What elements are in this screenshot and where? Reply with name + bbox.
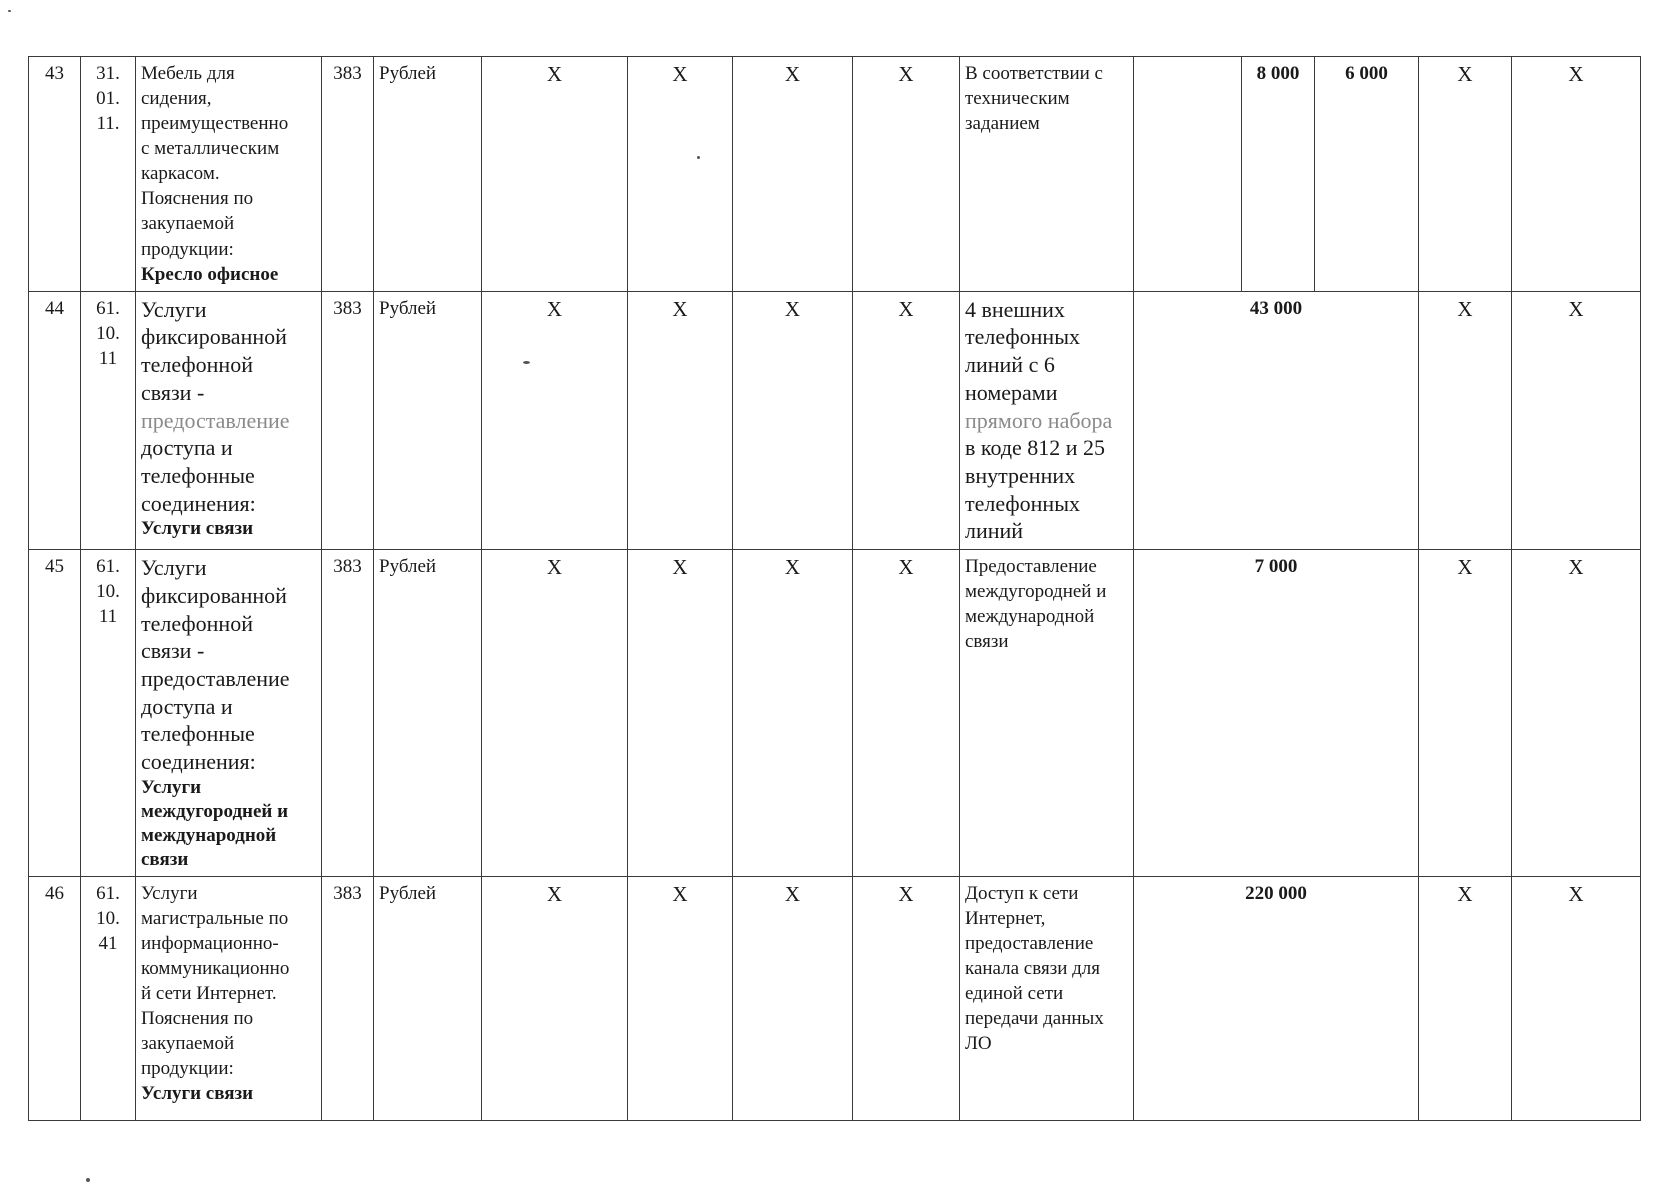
x-mark: X: [628, 550, 733, 877]
x-mark: X: [1512, 550, 1641, 877]
name-line: закупаемой: [141, 1033, 235, 1055]
spec-line: линий: [965, 518, 1024, 544]
okpd-code: [81, 57, 136, 292]
spec-line: в коде 812 и 25: [965, 435, 1106, 461]
specification: [960, 291, 1134, 549]
okei-code: 383: [322, 876, 374, 1120]
okpd-code-text: 61. 10. 11: [96, 297, 120, 369]
name-line: соединения:: [141, 490, 256, 516]
table-row: [29, 57, 1641, 292]
row-number: 43: [29, 57, 81, 292]
value-total: 43 000: [1134, 291, 1419, 549]
x-mark: X: [853, 57, 960, 292]
product-name: [136, 291, 322, 549]
spec-line: внутренних: [965, 463, 1076, 489]
name-line: коммуникационно: [141, 957, 290, 979]
product-name-bold: Кресло офисное: [141, 263, 279, 285]
x-mark: X: [482, 876, 628, 1120]
x-mark: X: [1419, 876, 1512, 1120]
unit: Рублей: [374, 291, 482, 549]
name-line: телефонной: [141, 610, 253, 636]
value-total: 7 000: [1134, 550, 1419, 877]
name-line: Услуги: [141, 882, 198, 904]
product-name-bold: Услуги связи: [141, 518, 254, 540]
okpd-code-text: 61. 10. 11: [96, 556, 120, 628]
specification: Доступ к сети Интернет, предоставление канала связи для единой сети передачи данных ЛО: [960, 876, 1134, 1120]
x-mark: X: [1512, 291, 1641, 549]
name-line: продукции:: [141, 238, 234, 260]
product-name-bold: Услуги связи: [141, 1083, 254, 1105]
x-mark: X: [733, 550, 853, 877]
empty-cell: [1134, 57, 1242, 292]
spec-line: телефонных: [965, 490, 1080, 516]
x-mark: X: [733, 876, 853, 1120]
x-mark: X: [853, 876, 960, 1120]
name-line: каркасом.: [141, 163, 220, 185]
okpd-code: [81, 291, 136, 549]
name-line: преимущественно: [141, 113, 289, 135]
name-line: с металлическим: [141, 138, 280, 160]
spec-line: 4 внешних: [965, 296, 1065, 322]
name-line: Услуги: [141, 555, 207, 581]
product-name-bold: Услуги междугородней и международной связи: [141, 776, 289, 870]
x-mark: X: [1419, 291, 1512, 549]
okpd-code-text: 31. 01. 11.: [96, 63, 120, 135]
scan-speck: [86, 1178, 90, 1182]
okpd-code-text: 61. 10. 41: [96, 882, 120, 954]
okpd-code: [81, 876, 136, 1120]
x-mark: X: [628, 57, 733, 292]
x-mark: X: [1419, 57, 1512, 292]
okei-code: 383: [322, 291, 374, 549]
x-mark: X: [628, 291, 733, 549]
spec-line: линий с 6: [965, 352, 1055, 378]
product-name: [136, 550, 322, 877]
x-mark: X: [482, 291, 628, 549]
value-b: 6 000: [1315, 57, 1419, 292]
spec-line: номерами: [965, 379, 1058, 405]
x-mark: X: [1419, 550, 1512, 877]
okei-code: 383: [322, 57, 374, 292]
procurement-table: [28, 56, 1641, 1121]
row-number: 46: [29, 876, 81, 1120]
specification: Предоставление междугородней и международной связи: [960, 550, 1134, 877]
name-line: связи -: [141, 638, 205, 664]
name-line-faded: предоставление: [141, 407, 290, 433]
x-mark: X: [628, 876, 733, 1120]
x-mark: X: [853, 291, 960, 549]
name-line: доступа и: [141, 435, 233, 461]
okei-code: 383: [322, 550, 374, 877]
value-total: 220 000: [1134, 876, 1419, 1120]
name-line: Пояснения по: [141, 1008, 254, 1030]
product-name: [136, 57, 322, 292]
okpd-code: [81, 550, 136, 877]
x-mark: X: [482, 57, 628, 292]
name-line: предоставление: [141, 666, 290, 692]
x-mark: X: [853, 550, 960, 877]
row-number: 44: [29, 291, 81, 549]
spec-line-faded: прямого набора: [965, 407, 1113, 433]
table-row: [29, 876, 1641, 1120]
name-line: й сети Интернет.: [141, 982, 277, 1004]
name-line: телефонные: [141, 721, 255, 747]
value-a: 8 000: [1242, 57, 1315, 292]
table-row: [29, 291, 1641, 549]
unit: Рублей: [374, 57, 482, 292]
name-line: Мебель для: [141, 63, 235, 84]
name-line: сидения,: [141, 88, 212, 110]
spec-line: телефонных: [965, 324, 1080, 350]
name-line: доступа и: [141, 693, 233, 719]
name-line: телефонные: [141, 463, 255, 489]
scan-speck: [697, 156, 700, 159]
table-row: [29, 550, 1641, 877]
x-mark: X: [482, 550, 628, 877]
name-line: связи -: [141, 379, 205, 405]
unit: Рублей: [374, 550, 482, 877]
unit: Рублей: [374, 876, 482, 1120]
name-line: фиксированной: [141, 582, 287, 608]
name-line: магистральные по: [141, 907, 289, 929]
name-line: телефонной: [141, 352, 253, 378]
x-mark: X: [1512, 876, 1641, 1120]
name-line: соединения:: [141, 749, 256, 775]
name-line: Услуги: [141, 296, 207, 322]
specification: В соответствии с техническим заданием: [960, 57, 1134, 292]
name-line: продукции:: [141, 1058, 234, 1080]
x-mark: X: [1512, 57, 1641, 292]
row-number: 45: [29, 550, 81, 877]
scan-speck: [8, 10, 11, 12]
x-mark: X: [733, 291, 853, 549]
product-name: [136, 876, 322, 1120]
scan-speck: [523, 361, 530, 364]
name-line: фиксированной: [141, 324, 287, 350]
name-line: закупаемой: [141, 213, 235, 235]
x-mark: X: [733, 57, 853, 292]
name-line: Пояснения по: [141, 188, 254, 210]
name-line: информационно-: [141, 932, 279, 954]
